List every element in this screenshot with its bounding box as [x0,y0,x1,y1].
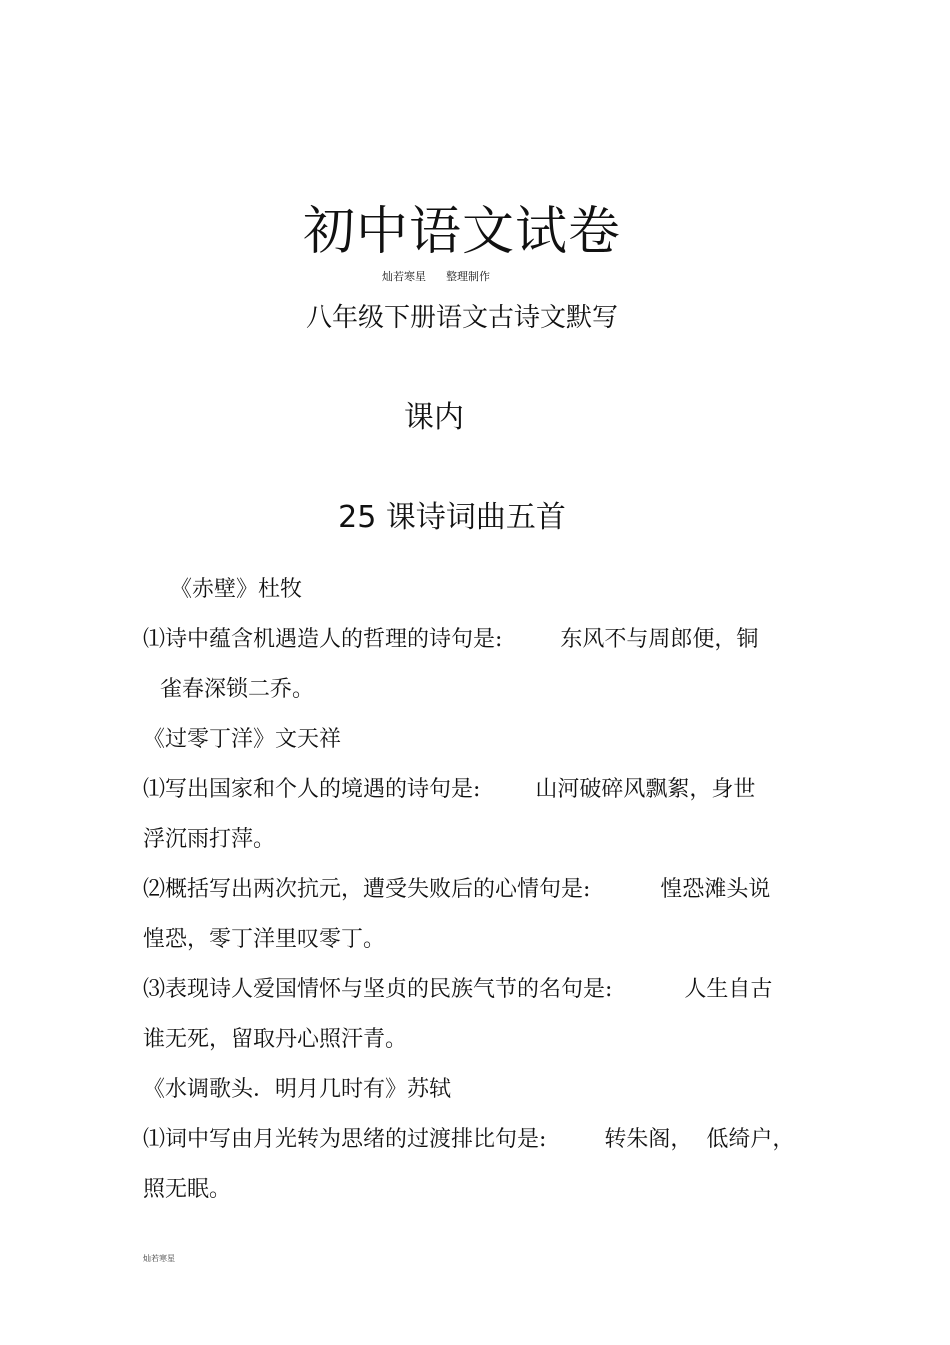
question-line [143,874,770,906]
question-prompt: ⑵概括写出两次抗元，遭受失败后的心情句是: [143,877,591,902]
answer-continuation: 谁无死，留取丹心照汗青。 [143,1027,408,1052]
question-prompt: ⑴写出国家和个人的境遇的诗句是: [143,777,481,802]
lesson-heading: 25 课诗词曲五首 [338,500,566,535]
question-line [143,624,758,656]
question-line [143,1124,794,1156]
question-prompt: ⑶表现诗人爱国情怀与坚贞的民族气节的名句是: [143,977,613,1002]
question-prompt: ⑴词中写由月光转为思绪的过渡排比句是: [143,1127,547,1152]
question-prompt: ⑴诗中蕴含机遇造人的哲理的诗句是: [143,627,503,652]
answer-continuation: 惶恐，零丁洋里叹零丁。 [143,927,386,952]
author-name: 灿若寒星 [382,270,426,283]
answer-continuation: 浮沉雨打萍。 [143,827,276,852]
answer-text: 东风不与周郎便，铜 [560,627,759,652]
answer-text: 人生自古 [684,977,773,1002]
answer-text: 山河破碎风飘絮，身世 [535,777,756,802]
organizer-label: 整理制作 [446,270,490,283]
answer-continuation: 雀春深锁二乔。 [160,677,315,702]
poem-heading: 《水调歌头．明月几时有》苏轼 [143,1077,452,1102]
question-line [143,974,772,1006]
answer-text: 转朱阁， 低绮户， [604,1127,795,1152]
section-heading: 课内 [404,400,464,435]
answer-continuation: 照无眠。 [143,1177,232,1202]
page-title: 初中语文试卷 [302,202,621,262]
poem-heading: 《过零丁洋》文天祥 [143,727,342,752]
page-footer: 灿若寒星 [143,1254,175,1263]
question-line [143,774,755,806]
page-subtitle: 八年级下册语文古诗文默写 [305,303,618,333]
answer-text: 惶恐滩头说 [660,877,771,902]
byline [382,269,490,285]
poem-heading: 《赤壁》杜牧 [170,577,303,602]
